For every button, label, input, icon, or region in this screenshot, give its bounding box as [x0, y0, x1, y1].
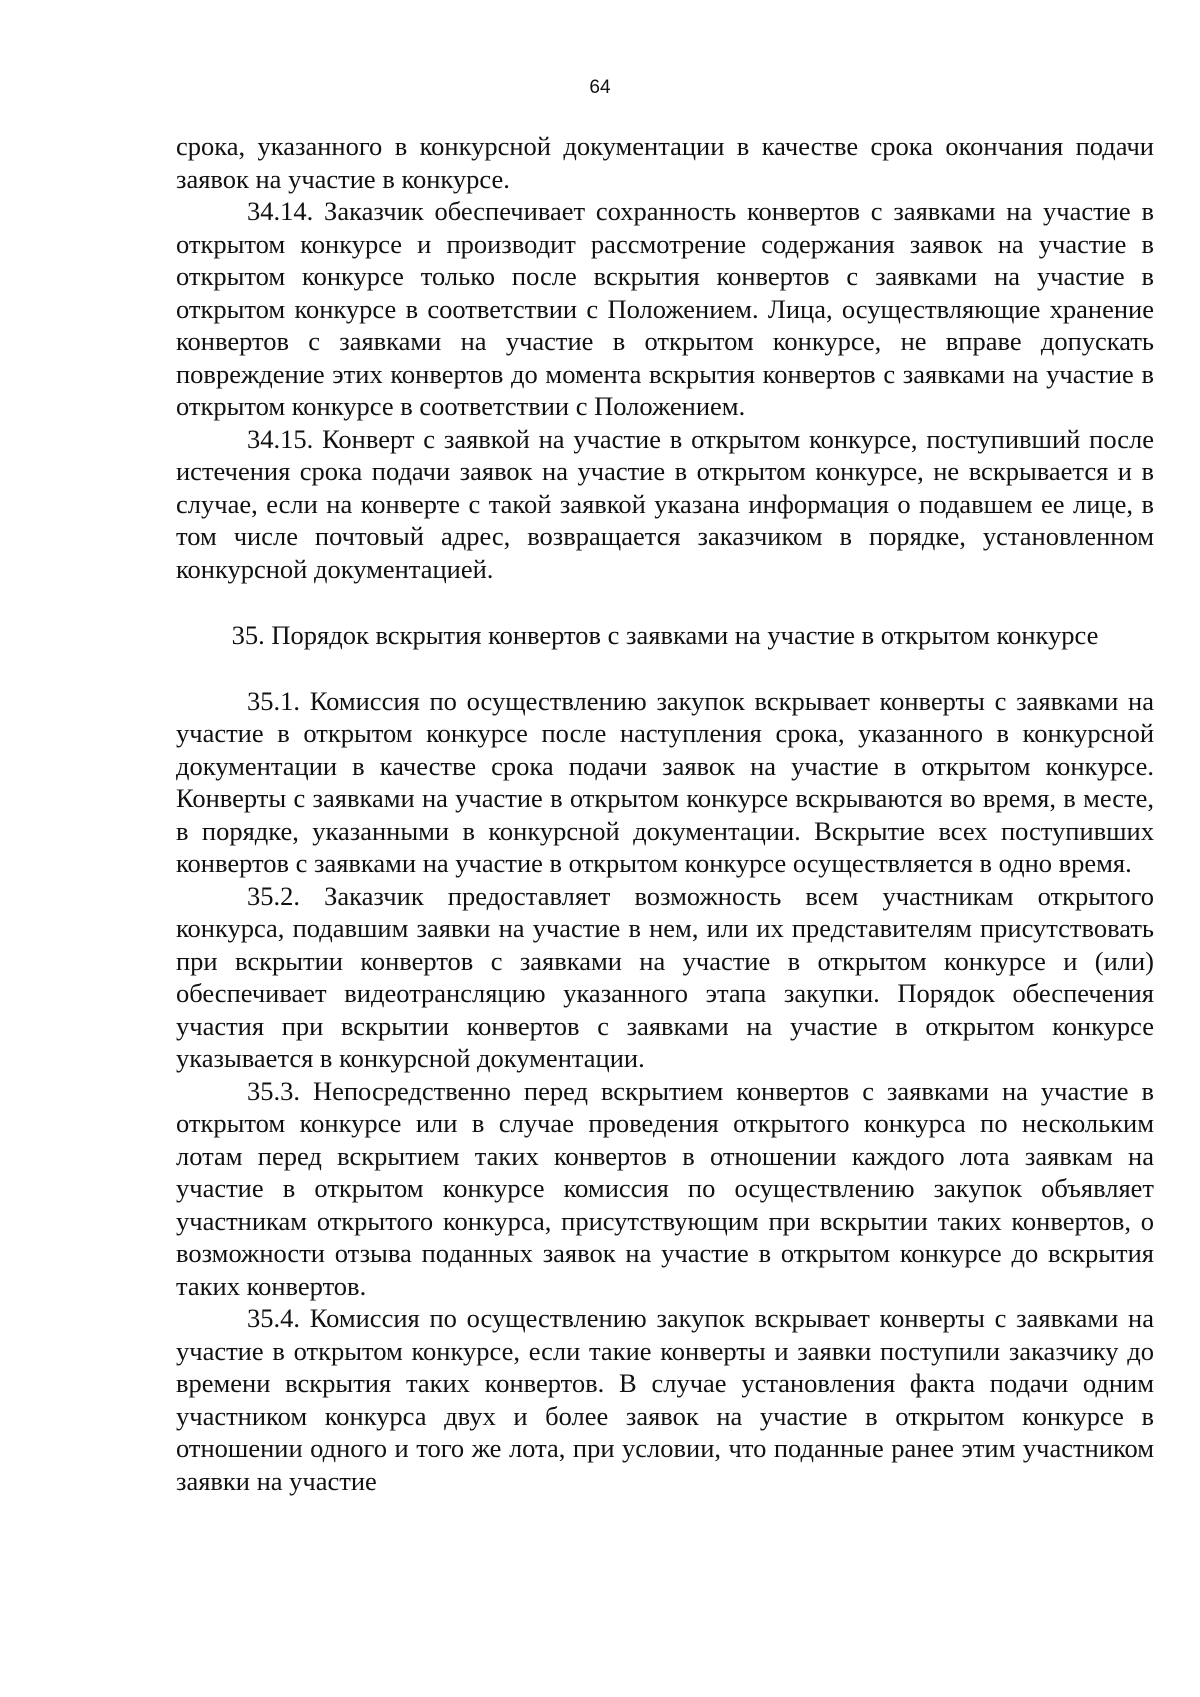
- paragraph-35-4: 35.4. Комиссия по осуществлению закупок вскрывает конверты с заявками на участие в открытом конкурсе, если такие конверты и заявки поступили заказчику до времени вскрытия таких конвертов. В случае установления факта подачи одним участником конкурса двух и более заявок на участие в открытом конкурсе в отношении одного и того же лота, при условии, что поданные ранее этим участником заявки на участие: [176, 1303, 1154, 1496]
- paragraph-35-3: 35.3. Непосредственно перед вскрытием конвертов с заявками на участие в открытом конкурсе или в случае проведения открытого конкурса по нескольким лотам перед вскрытием таких конвертов в отношении каждого лота заявкам на участие в открытом конкурсе комиссия по осуществлению закупок объявляет участникам открытого конкурса, присутствующим при вскрытии таких конвертов, о возможности отзыва поданных заявок на участие в открытом конкурсе до вскрытия таких конвертов.: [176, 1075, 1154, 1301]
- paragraph-35-1: 35.1. Комиссия по осуществлению закупок вскрывает конверты с заявками на участие в открытом конкурсе после наступления срока, указанного в конкурсной документации в качестве срока подачи заявок на участие в открытом конкурсе. Конверты с заявками на участие в открытом конкурсе вскрываются во время, в месте, в порядке, указанными в конкурсной документации. Вскрытие всех поступивших конвертов с заявками на участие в открытом конкурсе осуществляется в одно время.: [176, 685, 1154, 878]
- paragraph-34-14: 34.14. Заказчик обеспечивает сохранность конвертов с заявками на участие в открытом конкурсе и производит рассмотрение содержания заявок на участие в открытом конкурсе только после вскрытия конвертов с заявками на участие в открытом конкурсе в соответствии с Положением. Лица, осуществляющие хранение конвертов с заявками на участие в открытом конкурсе, не вправе допускать повреждение этих конвертов до момента вскрытия конвертов с заявками на участие в открытом конкурсе в соответствии с Положением.: [176, 196, 1154, 421]
- paragraph-35-2: 35.2. Заказчик предоставляет возможность всем участникам открытого конкурса, подавшим заявки на участие в нем, или их представителям присутствовать при вскрытии конвертов с заявками на участие в открытом конкурсе и (или) обеспечивает видеотрансляцию указанного этапа закупки. Порядок обеспечения участия при вскрытии конвертов с заявками на участие в открытом конкурсе указывается в конкурсной документации.: [176, 880, 1154, 1073]
- section-heading-35: 35. Порядок вскрытия конвертов с заявками на участие в открытом конкурсе: [231, 620, 1099, 650]
- page-number: 64: [589, 77, 611, 98]
- paragraph-continuation: срока, указанного в конкурсной документации в качестве срока окончания подачи заявок на участие в конкурсе.: [176, 131, 1154, 194]
- paragraph-34-15: 34.15. Конверт с заявкой на участие в открытом конкурсе, поступивший после истечения срока подачи заявок на участие в открытом конкурсе, не вскрывается и в случае, если на конверте с такой заявкой указана информация о подавшем ее лице, в том числе почтовый адрес, возвращается заказчиком в порядке, установленном конкурсной документацией.: [176, 423, 1154, 584]
- page-content: [176, 130, 1154, 1497]
